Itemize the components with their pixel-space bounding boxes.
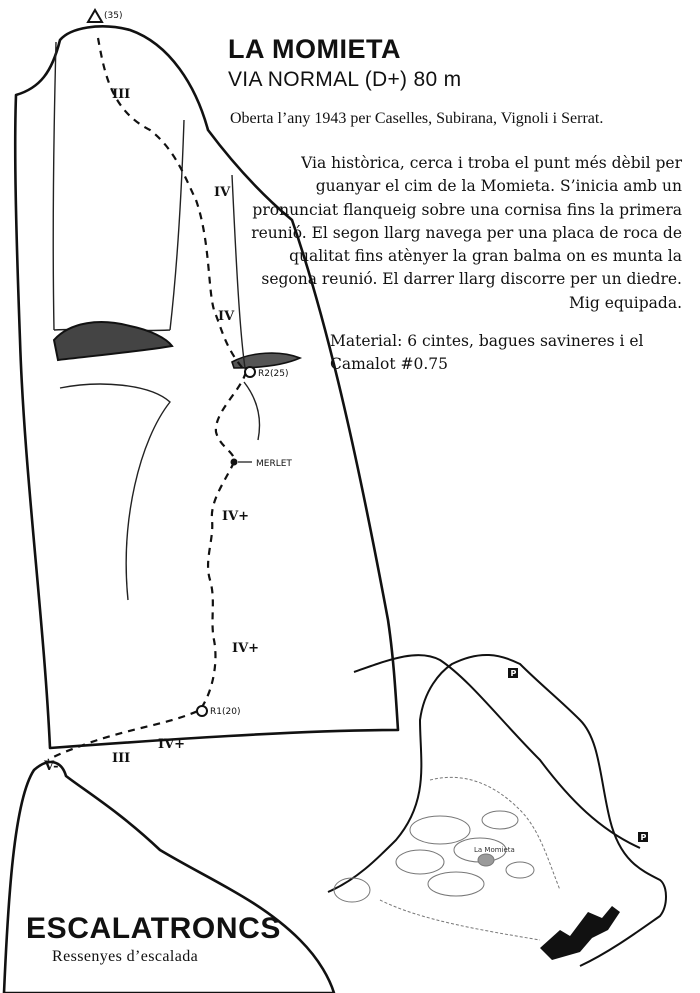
map-momieta-label: La Momieta <box>474 846 515 854</box>
grade-label: IV <box>214 185 231 200</box>
map-rock <box>482 811 518 829</box>
map-path <box>380 777 560 940</box>
merlet-label: MERLET <box>256 459 292 469</box>
grade-label: IV <box>218 309 235 324</box>
grade-label: IV+ <box>232 641 260 656</box>
map-momieta-marker <box>478 854 494 866</box>
grade-label: III <box>112 87 131 102</box>
route-subtitle: VIA NORMAL (D+) 80 m <box>228 68 462 91</box>
map-rock <box>428 872 484 896</box>
belay-r1-marker <box>197 706 207 716</box>
map-rock <box>410 816 470 844</box>
grade-label: IV+ <box>158 737 186 752</box>
map-village <box>540 906 620 960</box>
belay-r2-marker <box>245 367 255 377</box>
page-title: LA MOMIETA <box>228 34 401 64</box>
material-list: Material: 6 cintes, bagues savineres i el Camalot #0.75 <box>330 332 644 374</box>
map-rock <box>396 850 444 874</box>
first-ascent-note: Oberta l’any 1943 per Caselles, Subirana, Vignoli i Serrat. <box>230 110 604 127</box>
parking-label: P <box>640 833 647 842</box>
belay-r1-label: R1(20) <box>210 707 241 717</box>
route-description: Via històrica, cerca i troba el punt més dèbil per guanyar el cim de la Momieta. S’inicia amb un pronunciat flanqueig sobre una cornisa fins la primera reunió. El segon llarg navega per una placa de roca de qualitat fins atènyer la gran balma on es munta la segona reunió. El darrer llarg discorre per un diedre. Mig equipada. <box>251 154 682 312</box>
grade-label: IV+ <box>222 509 250 524</box>
map-rock <box>506 862 534 878</box>
brand-logo-text: ESCALATRONCS <box>26 912 281 945</box>
merlet-marker <box>231 459 238 466</box>
map-rock <box>334 878 370 902</box>
grade-label: V- <box>44 759 59 774</box>
brand-tagline: Ressenyes d’escalada <box>52 948 199 965</box>
rock-tower-outline <box>15 26 398 748</box>
summit-icon <box>88 10 102 22</box>
belay-r2-label: R2(25) <box>258 369 289 379</box>
summit-height-label: (35) <box>104 11 123 21</box>
parking-label: P <box>510 669 517 678</box>
grade-label: III <box>112 751 131 766</box>
